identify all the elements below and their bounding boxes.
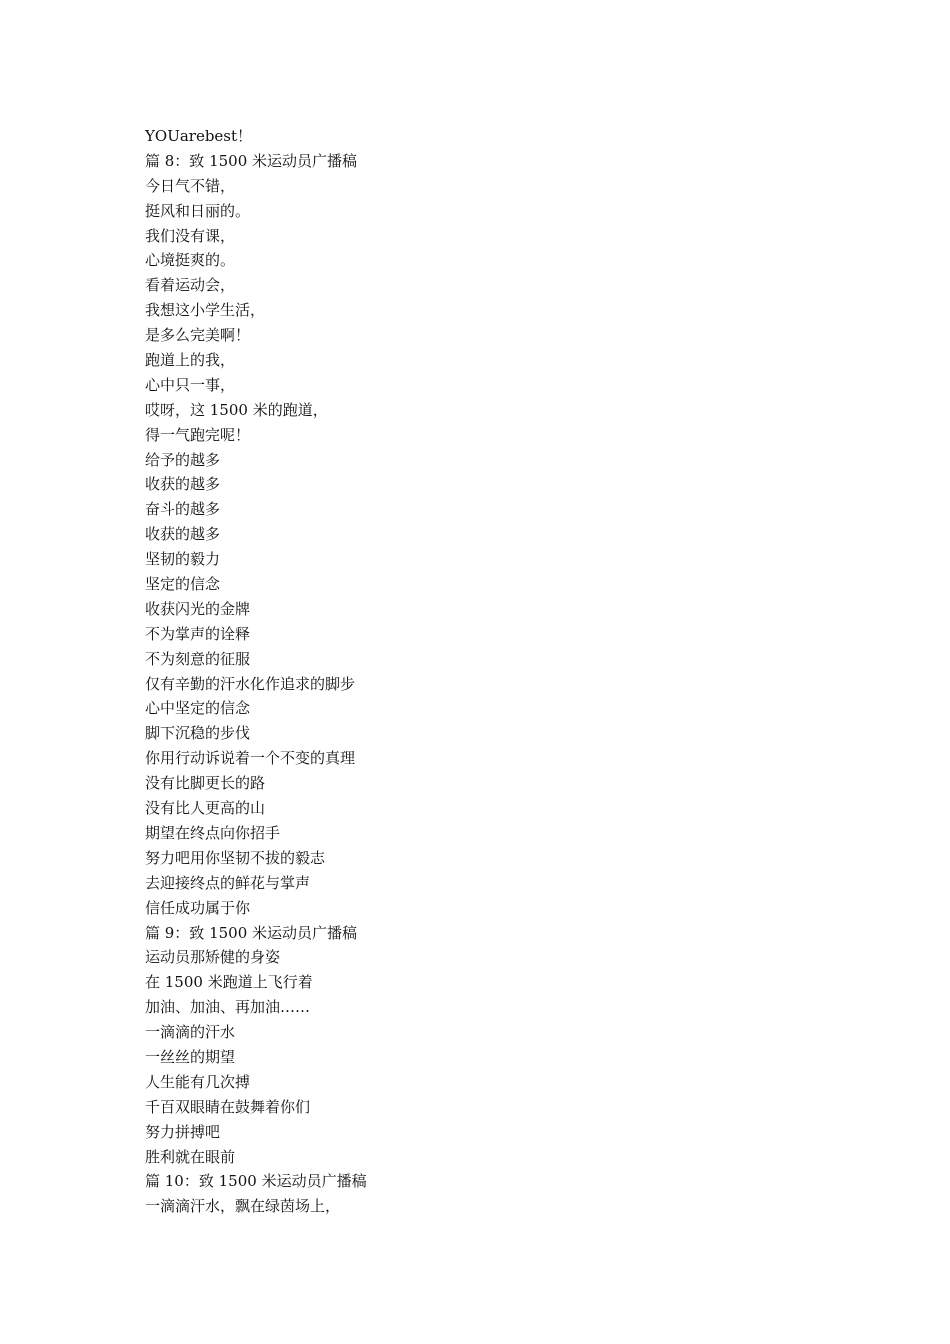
text-line: 运动员那矫健的身姿 (145, 948, 281, 967)
document-body (145, 124, 845, 1219)
text-line: 一滴滴的汗水 (145, 1023, 236, 1042)
text-line: 是多么完美啊！ (145, 326, 251, 345)
text-line: 收获闪光的金牌 (145, 599, 251, 618)
text-line: 加油、加油、再加油…… (145, 998, 311, 1017)
section-heading: 篇 10：致 1500 米运动员广播稿 (145, 1172, 367, 1191)
text-line: 千百双眼睛在鼓舞着你们 (145, 1097, 311, 1116)
text-line: 仅有辛勤的汗水化作追求的脚步 (145, 674, 356, 693)
text-line: 心中只一事， (145, 375, 236, 394)
text-line: 得一气跑完呢！ (145, 425, 251, 444)
text-line: 奋斗的越多 (145, 500, 221, 519)
text-line: 胜利就在眼前 (145, 1147, 236, 1166)
text-line: 在 1500 米跑道上飞行着 (145, 973, 313, 992)
text-line: 收获的越多 (145, 475, 221, 494)
text-line: 没有比脚更长的路 (145, 774, 266, 793)
text-line: 你用行动诉说着一个不变的真理 (145, 749, 356, 768)
text-line: 挺风和日丽的。 (145, 201, 251, 220)
text-line: 坚定的信念 (145, 575, 221, 594)
text-line: 没有比人更高的山 (145, 799, 266, 818)
text-line: 心中坚定的信念 (145, 699, 251, 718)
text-line: 跑道上的我， (145, 351, 236, 370)
section-heading: 篇 8：致 1500 米运动员广播稿 (145, 151, 358, 170)
section-heading: 篇 9：致 1500 米运动员广播稿 (145, 923, 358, 942)
text-line: 人生能有几次搏 (145, 1072, 251, 1091)
text-line: 今日气不错， (145, 176, 236, 195)
text-line: 信任成功属于你 (145, 898, 251, 917)
text-line: 不为刻意的征服 (145, 649, 251, 668)
text-line: YOUarebest！ (145, 127, 253, 145)
text-line: 去迎接终点的鲜花与掌声 (145, 873, 311, 892)
text-line: 给予的越多 (145, 450, 221, 469)
text-line: 努力拼搏吧 (145, 1122, 221, 1141)
text-line: 一丝丝的期望 (145, 1047, 236, 1066)
text-line: 一滴滴汗水，飘在绿茵场上， (145, 1197, 341, 1216)
text-line: 心境挺爽的。 (145, 251, 236, 270)
text-line: 收获的越多 (145, 525, 221, 544)
text-line: 坚韧的毅力 (145, 550, 221, 569)
text-line: 期望在终点向你招手 (145, 823, 281, 842)
text-line: 努力吧用你坚韧不拔的毅志 (145, 848, 326, 867)
text-line: 不为掌声的诠释 (145, 624, 251, 643)
text-line: 哎呀，这 1500 米的跑道， (145, 400, 328, 419)
text-line: 脚下沉稳的步伐 (145, 724, 251, 743)
text-line: 我想这小学生活， (145, 301, 266, 320)
text-line: 我们没有课， (145, 226, 236, 245)
text-line: 看着运动会， (145, 276, 236, 295)
